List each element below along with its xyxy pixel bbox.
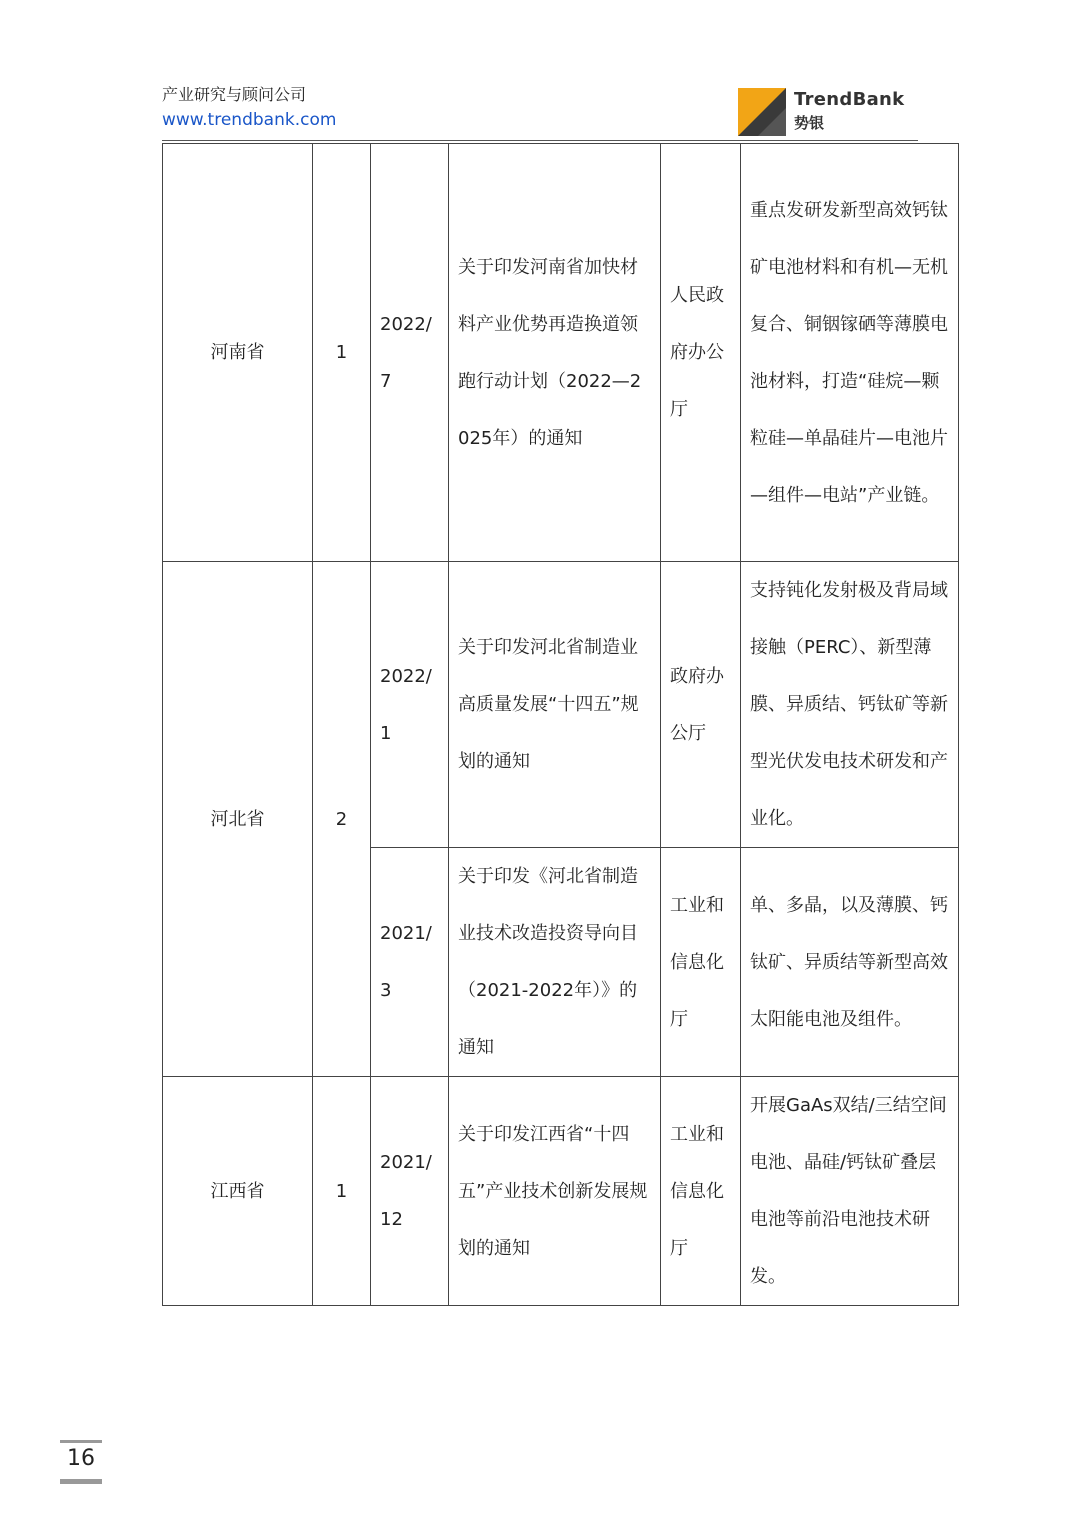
table-row <box>163 1077 959 1306</box>
province-cell: 江西省 <box>163 1077 313 1306</box>
dept-cell: 工业和信息化厅 <box>661 1077 741 1306</box>
page-number: 16 <box>67 1446 95 1471</box>
content-cell: 单、多晶，以及薄膜、钙钛矿、异质结等新型高效太阳能电池及组件。 <box>741 848 959 1077</box>
date-cell: 2021/12 <box>371 1077 449 1306</box>
province-cell: 河北省 <box>163 562 313 1077</box>
dept-cell: 政府办公厅 <box>661 562 741 848</box>
table-row <box>163 562 959 848</box>
table-row <box>163 144 959 562</box>
dept-cell: 人民政府办公厅 <box>661 144 741 562</box>
trendbank-logo <box>738 88 918 136</box>
province-cell: 河南省 <box>163 144 313 562</box>
page-number-rule-bottom <box>60 1479 102 1484</box>
date-cell: 2022/7 <box>371 144 449 562</box>
header-website-link[interactable]: www.trendbank.com <box>162 110 337 130</box>
header-company: 产业研究与顾问公司 <box>162 85 307 104</box>
dept-cell: 工业和信息化厅 <box>661 848 741 1077</box>
content-cell: 重点发研发新型高效钙钛矿电池材料和有机—无机复合、铜铟镓硒等薄膜电池材料，打造“硅烷—颗粒硅—单晶硅片—电池片—组件—电站”产业链。 <box>741 144 959 562</box>
title-cell: 关于印发河北省制造业高质量发展“十四五”规划的通知 <box>449 562 661 848</box>
header-divider <box>162 140 918 141</box>
policy-table <box>162 143 959 1306</box>
date-cell: 2021/3 <box>371 848 449 1077</box>
title-cell: 关于印发《河北省制造业技术改造投资导向目（2021-2022年）》的通知 <box>449 848 661 1077</box>
content-cell: 支持钝化发射极及背局域接触（PERC）、新型薄膜、异质结、钙钛矿等新型光伏发电技术研发和产业化。 <box>741 562 959 848</box>
count-cell: 2 <box>313 562 371 1077</box>
content-cell: 开展GaAs双结/三结空间电池、晶硅/钙钛矿叠层电池等前沿电池技术研发。 <box>741 1077 959 1306</box>
trendbank-logo-icon <box>738 88 786 136</box>
count-cell: 1 <box>313 1077 371 1306</box>
logo-subtitle: 势银 <box>794 114 825 132</box>
count-cell: 1 <box>313 144 371 562</box>
page-number-rule-top <box>60 1440 102 1443</box>
title-cell: 关于印发河南省加快材料产业优势再造换道领跑行动计划（2022—2025年）的通知 <box>449 144 661 562</box>
logo-brand: TrendBank <box>794 89 905 110</box>
title-cell: 关于印发江西省“十四五”产业技术创新发展规划的通知 <box>449 1077 661 1306</box>
date-cell: 2022/1 <box>371 562 449 848</box>
